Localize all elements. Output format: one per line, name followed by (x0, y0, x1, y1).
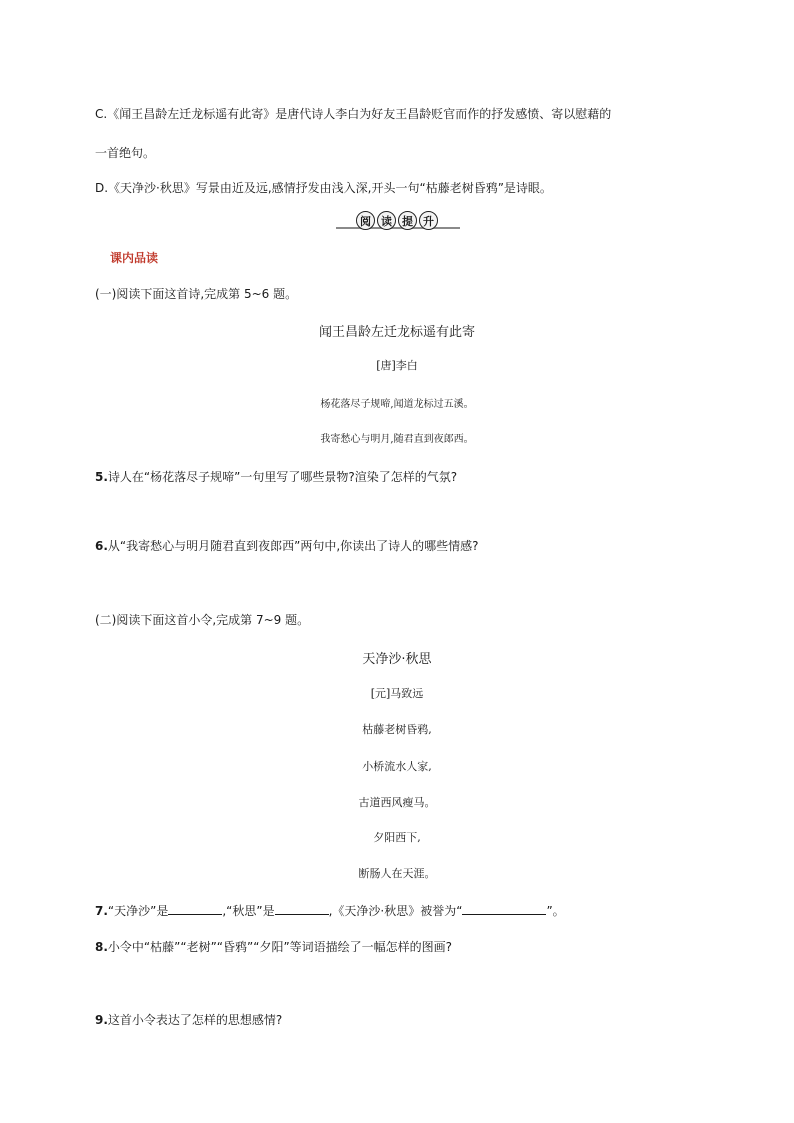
answer-blank[interactable] (462, 902, 546, 915)
poem2-line: 古道西风瘦马。 (358, 796, 436, 809)
reading-improvement-banner (336, 210, 460, 234)
question-text: 小令中“枯藤”“老树”“昏鸦”“夕阳”等词语描绘了一幅怎样的图画? (107, 940, 453, 954)
question-7 (95, 902, 565, 919)
banner-char: 升 (419, 211, 438, 230)
poem2-author: [元]马致远 (370, 687, 424, 700)
question-6 (95, 537, 479, 554)
poem2-line: 断肠人在天涯。 (358, 867, 436, 880)
poem2-title: 天净沙·秋思 (362, 652, 432, 667)
poem2-line: 枯藤老树昏鸦, (362, 723, 432, 736)
question-number: 5. (95, 470, 108, 484)
poem1-line: 我寄愁心与明月,随君直到夜郎西。 (320, 434, 474, 445)
question-text: “天净沙”是 (107, 904, 169, 918)
poem2-line: 夕阳西下, (373, 831, 421, 844)
section-title: 课内品读 (110, 251, 159, 265)
banner-char: 提 (398, 211, 417, 230)
banner-char: 读 (377, 211, 396, 230)
poem1-author: [唐]李白 (376, 359, 418, 372)
question-text: 这首小令表达了怎样的思想感情? (107, 1013, 283, 1027)
question-5 (95, 468, 457, 485)
option-d-line: D.《天净沙·秋思》写景由近及远,感情抒发由浅入深,开头一句“枯藤老树昏鸦”是诗眼。 (95, 181, 552, 195)
poem1-line: 杨花落尽子规啼,闻道龙标过五溪。 (320, 399, 474, 410)
poem1-title: 闻王昌龄左迁龙标遥有此寄 (318, 325, 475, 340)
poem2-line: 小桥流水人家, (362, 760, 432, 773)
question-9 (95, 1011, 282, 1028)
question-number: 9. (95, 1013, 108, 1027)
question-text: 从“我寄愁心与明月随君直到夜郎西”两句中,你读出了诗人的哪些情感? (107, 539, 479, 553)
option-c-line1: C.《闻王昌龄左迁龙标遥有此寄》是唐代诗人李白为好友王昌龄贬官而作的抒发感愤、寄以慰藉的 (95, 107, 612, 121)
answer-blank[interactable] (275, 902, 329, 915)
part1-intro: (一)阅读下面这首诗,完成第 5~6 题。 (95, 287, 298, 301)
question-text: ,“秋思”是 (222, 904, 275, 918)
question-number: 8. (95, 940, 108, 954)
question-text: ,《天净沙·秋思》被誉为“ (328, 904, 463, 918)
question-number: 7. (95, 904, 108, 918)
question-text: 诗人在“杨花落尽子规啼”一句里写了哪些景物?渲染了怎样的气氛? (107, 470, 458, 484)
answer-blank[interactable] (168, 902, 222, 915)
part2-intro: (二)阅读下面这首小令,完成第 7~9 题。 (95, 613, 310, 627)
question-8 (95, 938, 452, 955)
option-c-line2: 一首绝句。 (95, 146, 156, 160)
banner-char: 阅 (356, 211, 375, 230)
question-text: ”。 (546, 904, 565, 918)
question-number: 6. (95, 539, 108, 553)
